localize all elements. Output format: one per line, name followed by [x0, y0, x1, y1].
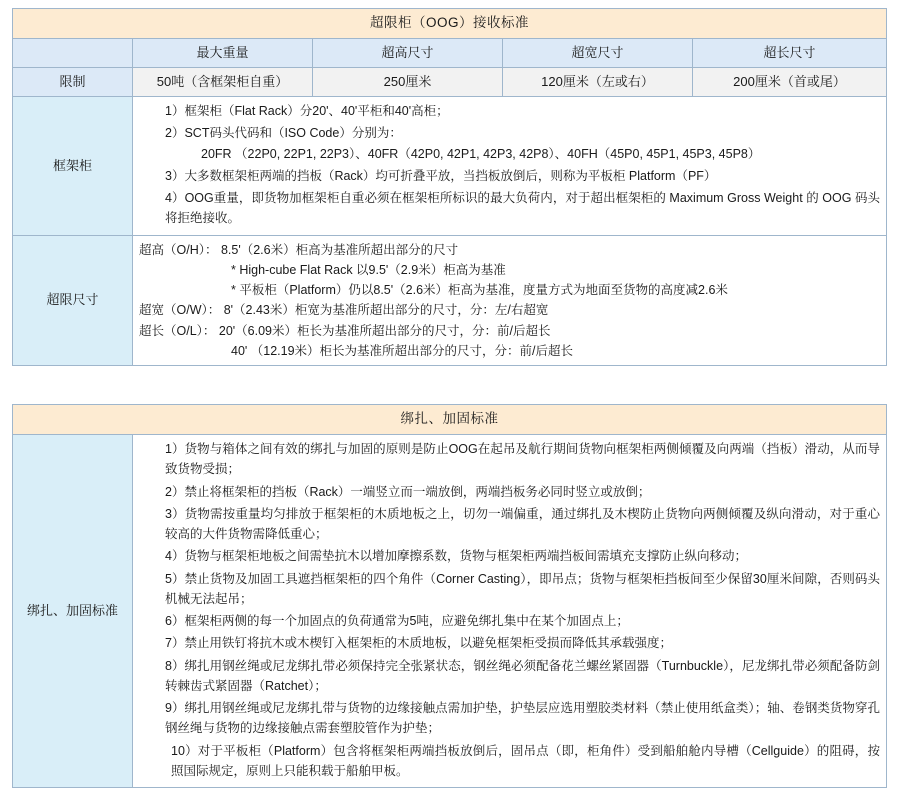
- lashing-item-9: 9）绑扎用钢丝绳或尼龙绑扎带与货物的边缘接触点需加护垫，护垫层应选用塑胶类材料（禁止使用纸盒类）；轴、卷钢类货物穿孔钢丝绳与货物的边缘接触点需套塑胶管作为护垫；: [165, 701, 880, 736]
- list-item: [139, 166, 880, 186]
- row-label-oversize: 超限尺寸: [13, 235, 133, 366]
- table1-header-over-width: 超宽尺寸: [503, 38, 693, 67]
- oog-acceptance-standard-table: [12, 8, 887, 366]
- lashing-item-2: 2）禁止将框架柜的挡板（Rack）一端竖立而一端放倒，两端挡板务必同时竖立或放倒；: [165, 484, 651, 499]
- list-item: [139, 656, 880, 697]
- list-item: [139, 439, 880, 480]
- lashing-content: [133, 435, 887, 788]
- lashing-item-4: 4）货物与框架柜地板之间需垫抗木以增加摩擦系数，货物与框架柜两端挡板间需填充支撑防止纵向移动；: [165, 549, 747, 564]
- oversize-content: [133, 235, 887, 366]
- table2-title-row: [13, 405, 887, 435]
- flatrack-list: [139, 101, 880, 229]
- lashing-standard-table: [12, 404, 887, 788]
- table1-title: 超限柜（OOG）接收标准: [13, 9, 887, 39]
- limit-over-width: 120厘米（左或右）: [503, 68, 693, 97]
- list-item: [139, 569, 880, 610]
- lashing-item-7: 7）禁止用铁钉将抗木或木楔钉入框架柜的木质地板，以避免框架柜受损而降低其承载强度；: [165, 636, 672, 651]
- list-item: [139, 101, 880, 121]
- limit-max-weight: 50吨（含框架柜自重）: [133, 68, 313, 97]
- list-item: [139, 611, 880, 631]
- limit-over-length: 200厘米（首或尾）: [693, 68, 887, 97]
- limit-over-height: 250厘米: [313, 68, 503, 97]
- oversize-line-length20: 超长（O/L）： 20'（6.09米）柜长为基准所超出部分的尺寸，分：前/后超长: [139, 323, 551, 338]
- lashing-item-3: 3）货物需按重量均匀排放于框架柜的木质地板之上，切勿一端偏重，通过绑扎及木楔防止货物向两侧倾覆及纵向滑动，对于重心较高的大件货物需降低重心；: [165, 506, 880, 542]
- table1-limit-row: [13, 68, 887, 97]
- flatrack-content: [133, 97, 887, 236]
- table2-title: 绑扎、加固标准: [13, 405, 887, 435]
- lashing-item-6: 6）框架柜两侧的每一个加固点的负荷通常为5吨，应避免绑扎集中在某个加固点上；: [165, 614, 629, 629]
- lashing-list: [139, 439, 880, 781]
- table1-header-over-length: 超长尺寸: [693, 38, 887, 67]
- oversize-line-platform: * 平板柜（Platform）仍以8.5'（2.6米）柜高为基准，度量方式为地面至货物的高度减2.6米: [231, 283, 728, 298]
- list-item: [139, 482, 880, 502]
- list-item: [139, 741, 880, 782]
- table1-header-row: [13, 38, 887, 67]
- lashing-item-10: 10）对于平板柜（Platform）包含将框架柜两端挡板放倒后，固吊点（即，柜角件）受到船舶舱内导槽（Cellguide）的阻碍，按照国际规定，原则上只能积载于船舶甲板。: [171, 743, 880, 778]
- list-item: [139, 188, 880, 229]
- flatrack-item-1: 1）框架柜（Flat Rack）分20'、40'平柜和40'高柜；: [165, 104, 449, 119]
- table2-content-row: [13, 435, 887, 788]
- list-item: [139, 123, 880, 164]
- lashing-item-5: 5）禁止货物及加固工具遮挡框架柜的四个角件（Corner Casting），即吊点；货物与框架柜挡板间至少保留30厘米间隙，否则码头机械无法起吊；: [165, 571, 880, 606]
- row-label-flatrack: 框架柜: [13, 97, 133, 236]
- row-label-lashing: 绑扎、加固标准: [13, 435, 133, 788]
- flatrack-item-4: 4）OOG重量，即货物加框架柜自重必须在框架柜所标识的最大负荷内，对于超出框架柜的 Maximum Gross Weight 的 OOG 码头将拒绝接收。: [165, 191, 881, 226]
- table1-header-over-height: 超高尺寸: [313, 38, 503, 67]
- table1-header-blank: [13, 38, 133, 67]
- table1-flatrack-row: [13, 97, 887, 236]
- limit-label: 限制: [13, 68, 133, 97]
- list-item: [139, 698, 880, 739]
- table1-header-max-weight: 最大重量: [133, 38, 313, 67]
- list-item: [139, 504, 880, 545]
- lashing-item-1: 1）货物与箱体之间有效的绑扎与加固的原则是防止OOG在起吊及航行期间货物向框架柜两侧倾覆及向两端（挡板）滑动，从而导致货物受损；: [165, 442, 880, 477]
- flatrack-item-3: 3）大多数框架柜两端的挡板（Rack）均可折叠平放，当挡板放倒后，则称为平板柜 Platform（PF）: [165, 168, 717, 183]
- oversize-line-hc: * High-cube Flat Rack 以9.5'（2.9米）柜高为基准: [231, 262, 506, 277]
- lashing-item-8: 8）绑扎用钢丝绳或尼龙绑扎带必须保持完全张紧状态，钢丝绳必须配备花兰螺丝紧固器（Turnbuckle），尼龙绑扎带必须配备防剑转棘齿式紧固器（Ratchet）；: [165, 658, 880, 693]
- oversize-line-height: 超高（O/H）： 8.5'（2.6米）柜高为基准所超出部分的尺寸: [139, 242, 459, 257]
- oversize-line-width: 超宽（O/W）： 8'（2.43米）柜宽为基准所超出部分的尺寸，分：左/右超宽: [139, 303, 549, 318]
- table-gap: [12, 366, 886, 386]
- list-item: [139, 546, 880, 566]
- table1-oversize-row: [13, 235, 887, 366]
- flatrack-item-2: 2）SCT码头代码和（ISO Code）分别为：: [165, 126, 402, 141]
- oversize-line-length40: 40' （12.19米）柜长为基准所超出部分的尺寸，分：前/后超长: [231, 343, 574, 358]
- flatrack-iso-codes: 20FR （22P0, 22P1, 22P3）、40FR（42P0, 42P1, 42P3, 42P8）、40FH（45P0, 45P1, 45P3, 45P8）: [201, 146, 761, 161]
- table1-title-row: [13, 9, 887, 39]
- list-item: [139, 633, 880, 653]
